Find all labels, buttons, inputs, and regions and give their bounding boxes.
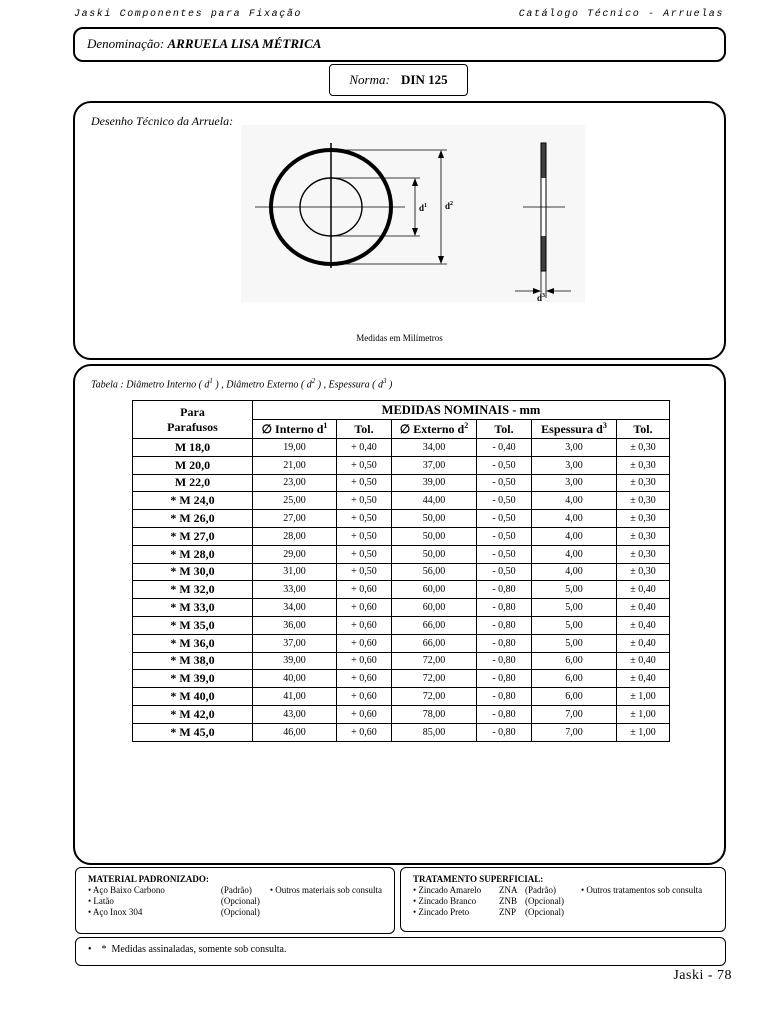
table-cell: 85,00: [392, 723, 477, 741]
table-row: [133, 634, 670, 652]
table-cell: + 0,50: [337, 456, 392, 474]
table-cell: 72,00: [392, 688, 477, 706]
table-cell: ± 1,00: [617, 723, 670, 741]
table-cell: 5,00: [532, 599, 617, 617]
table-cell: + 0,50: [337, 510, 392, 528]
table-cell: ± 1,00: [617, 688, 670, 706]
cell-parafuso: * M 45,0: [133, 723, 253, 741]
table-row: [133, 563, 670, 581]
table-cell: 39,00: [392, 474, 477, 492]
label-d3: $d^3$: [537, 293, 546, 303]
table-cell: 78,00: [392, 705, 477, 723]
table-cell: ± 0,40: [617, 634, 670, 652]
table-cell: + 0,50: [337, 474, 392, 492]
tratamento-box: [400, 867, 726, 932]
table-cell: 29,00: [253, 545, 337, 563]
tratamento-item: • Zincado Preto: [413, 907, 499, 918]
table-cell: 60,00: [392, 599, 477, 617]
label-d2: $d^2$: [445, 201, 454, 211]
header-tol-interno: Tol.: [337, 420, 392, 439]
side-hatch-top: [541, 143, 546, 178]
cell-parafuso: M 20,0: [133, 456, 253, 474]
table-cell: 46,00: [253, 723, 337, 741]
table-cell: ± 1,00: [617, 705, 670, 723]
cell-parafuso: * M 30,0: [133, 563, 253, 581]
table-cell: 66,00: [392, 634, 477, 652]
table-cell: + 0,40: [337, 439, 392, 457]
table-cell: 66,00: [392, 616, 477, 634]
tratamento-item: • Zincado Branco: [413, 896, 499, 907]
norma-label: Norma:: [349, 72, 390, 87]
header-externo: ∅ Externo $d^2$: [392, 420, 477, 439]
material-box: [75, 867, 395, 934]
table-cell: ± 0,30: [617, 439, 670, 457]
nota-mark: *: [101, 944, 107, 955]
table-cell: 50,00: [392, 510, 477, 528]
tratamento-title: TRATAMENTO SUPERFICIAL:: [413, 874, 544, 884]
table-cell: 23,00: [253, 474, 337, 492]
table-cell: - 0,80: [477, 670, 532, 688]
tratamento-code: ZNB: [499, 896, 517, 906]
table-cell: ± 0,30: [617, 563, 670, 581]
table-cell: ± 0,40: [617, 616, 670, 634]
table-cell: 5,00: [532, 581, 617, 599]
material-other: • Outros materiais sob consulta: [270, 885, 382, 896]
table-cell: - 0,80: [477, 652, 532, 670]
table-row: [133, 456, 670, 474]
table-cell: 4,00: [532, 545, 617, 563]
table-row: [133, 492, 670, 510]
table-cell: 4,00: [532, 527, 617, 545]
table-row: [133, 688, 670, 706]
table-row: [133, 474, 670, 492]
table-cell: 41,00: [253, 688, 337, 706]
table-cell: + 0,60: [337, 652, 392, 670]
table-cell: 50,00: [392, 545, 477, 563]
table-cell: 6,00: [532, 652, 617, 670]
table-cell: 28,00: [253, 527, 337, 545]
table-row: [133, 545, 670, 563]
table-cell: + 0,60: [337, 581, 392, 599]
table-cell: ± 0,40: [617, 652, 670, 670]
nota-bullet: •: [88, 944, 102, 955]
table-cell: 72,00: [392, 670, 477, 688]
material-note: (Padrão): [220, 885, 252, 895]
table-cell: - 0,50: [477, 527, 532, 545]
table-cell: ± 0,30: [617, 510, 670, 528]
table-cell: - 0,80: [477, 616, 532, 634]
table-cell: ± 0,40: [617, 670, 670, 688]
table-cell: 4,00: [532, 563, 617, 581]
table-cell: 3,00: [532, 439, 617, 457]
header-espessura: Espessura $d^3$: [532, 420, 617, 439]
cell-parafuso: * M 26,0: [133, 510, 253, 528]
label-d1: $d^1$: [419, 203, 428, 213]
denominacao-box: [73, 27, 726, 62]
table-cell: 5,00: [532, 616, 617, 634]
cell-parafuso: * M 36,0: [133, 634, 253, 652]
cell-parafuso: * M 35,0: [133, 616, 253, 634]
table-cell: 50,00: [392, 527, 477, 545]
tratamento-note: (Opcional): [525, 907, 564, 917]
table-cell: - 0,80: [477, 599, 532, 617]
table-cell: - 0,50: [477, 510, 532, 528]
table-cell: 36,00: [253, 616, 337, 634]
table-cell: 34,00: [253, 599, 337, 617]
tratamento-note: (Opcional): [525, 896, 564, 906]
cell-parafuso: M 18,0: [133, 439, 253, 457]
table-cell: 44,00: [392, 492, 477, 510]
table-cell: 39,00: [253, 652, 337, 670]
denominacao-label: Denominação:: [87, 36, 165, 51]
table-cell: - 0,50: [477, 456, 532, 474]
table-cell: - 0,50: [477, 492, 532, 510]
material-item: • Latão: [88, 896, 221, 907]
table-cell: + 0,50: [337, 563, 392, 581]
nota-box: [75, 937, 726, 966]
table-caption: Tabela : Diâmetro Interno ( $d^1$ ) , Diâmetro Externo ( $d^2$ ) , Espessura ( $d^3$ ): [91, 377, 393, 391]
table-cell: 4,00: [532, 492, 617, 510]
tratamento-note: (Padrão): [525, 885, 556, 895]
table-row: [133, 652, 670, 670]
table-cell: 33,00: [253, 581, 337, 599]
table-cell: - 0,50: [477, 563, 532, 581]
table-cell: 56,00: [392, 563, 477, 581]
table-cell: 27,00: [253, 510, 337, 528]
table-cell: 3,00: [532, 474, 617, 492]
tratamento-code: ZNP: [499, 907, 517, 917]
cell-parafuso: * M 27,0: [133, 527, 253, 545]
table-row: [133, 616, 670, 634]
cell-parafuso: M 22,0: [133, 474, 253, 492]
table-row: [133, 581, 670, 599]
material-title: MATERIAL PADRONIZADO:: [88, 874, 209, 884]
norma-value: DIN 125: [401, 72, 448, 87]
header-left: Jaski Componentes para Fixação: [74, 9, 303, 20]
table-cell: + 0,50: [337, 527, 392, 545]
table-cell: 4,00: [532, 510, 617, 528]
table-cell: 37,00: [392, 456, 477, 474]
table-cell: + 0,60: [337, 634, 392, 652]
cell-parafuso: * M 32,0: [133, 581, 253, 599]
table-cell: - 0,80: [477, 688, 532, 706]
drawing-caption: Medidas em Milímetros: [356, 333, 443, 343]
table-cell: 34,00: [392, 439, 477, 457]
table-cell: + 0,60: [337, 705, 392, 723]
table-cell: + 0,60: [337, 616, 392, 634]
tratamento-code: ZNA: [499, 885, 518, 895]
norma-box: [329, 64, 468, 96]
denominacao-value: ARRUELA LISA MÉTRICA: [167, 36, 322, 51]
tratamento-other: • Outros tratamentos sob consulta: [581, 885, 702, 896]
table-cell: 37,00: [253, 634, 337, 652]
table-cell: 21,00: [253, 456, 337, 474]
table-cell: + 0,60: [337, 688, 392, 706]
table-cell: + 0,50: [337, 545, 392, 563]
tratamento-item: • Zincado Amarelo: [413, 885, 499, 896]
table-cell: - 0,80: [477, 723, 532, 741]
header-tol-espessura: Tol.: [617, 420, 670, 439]
cell-parafuso: * M 39,0: [133, 670, 253, 688]
cell-parafuso: * M 38,0: [133, 652, 253, 670]
header-para-parafusos: Para Parafusos: [133, 401, 253, 439]
table-cell: 60,00: [392, 581, 477, 599]
table-row: [133, 439, 670, 457]
table-row: [133, 705, 670, 723]
material-note: (Opcional): [220, 896, 260, 906]
table-cell: ± 0,30: [617, 456, 670, 474]
table-cell: 40,00: [253, 670, 337, 688]
table-cell: 6,00: [532, 688, 617, 706]
table-body: [133, 439, 670, 742]
drawing-title: Desenho Técnico da Arruela:: [91, 114, 234, 128]
cell-parafuso: * M 28,0: [133, 545, 253, 563]
table-cell: - 0,80: [477, 581, 532, 599]
nota-text: Medidas assinaladas, somente sob consulta.: [111, 944, 287, 955]
table-cell: + 0,60: [337, 670, 392, 688]
table-row: [133, 723, 670, 741]
page-footer: Jaski - 78: [673, 968, 732, 983]
table-cell: 6,00: [532, 670, 617, 688]
table-box: [73, 364, 726, 865]
table-cell: 19,00: [253, 439, 337, 457]
table-cell: + 0,60: [337, 599, 392, 617]
table-cell: ± 0,30: [617, 474, 670, 492]
table-cell: ± 0,40: [617, 581, 670, 599]
cell-parafuso: * M 33,0: [133, 599, 253, 617]
table-cell: 3,00: [532, 456, 617, 474]
table-cell: + 0,60: [337, 723, 392, 741]
side-hatch-bottom: [541, 236, 546, 271]
header-right: Catálogo Técnico - Arruelas: [518, 9, 724, 20]
table-cell: - 0,40: [477, 439, 532, 457]
table-cell: - 0,50: [477, 474, 532, 492]
table-cell: ± 0,30: [617, 492, 670, 510]
cell-parafuso: * M 42,0: [133, 705, 253, 723]
dimensions-table: [132, 400, 670, 742]
table-cell: - 0,80: [477, 634, 532, 652]
header-interno: ∅ Interno $d^1$: [253, 420, 337, 439]
header-tol-externo: Tol.: [477, 420, 532, 439]
table-cell: - 0,50: [477, 545, 532, 563]
washer-drawing: [75, 103, 724, 358]
cell-parafuso: * M 24,0: [133, 492, 253, 510]
table-row: [133, 670, 670, 688]
table-cell: - 0,80: [477, 705, 532, 723]
header-medidas-nominais: MEDIDAS NOMINAIS - mm: [253, 401, 670, 420]
drawing-background: [241, 125, 585, 302]
table-row: [133, 527, 670, 545]
table-cell: ± 0,30: [617, 545, 670, 563]
table-row: [133, 599, 670, 617]
table-cell: 7,00: [532, 705, 617, 723]
table-cell: + 0,50: [337, 492, 392, 510]
table-cell: 5,00: [532, 634, 617, 652]
table-cell: 25,00: [253, 492, 337, 510]
cell-parafuso: * M 40,0: [133, 688, 253, 706]
material-item: • Aço Inox 304: [88, 907, 221, 918]
material-note: (Opcional): [220, 907, 260, 917]
material-item: • Aço Baixo Carbono: [88, 885, 221, 896]
table-cell: 72,00: [392, 652, 477, 670]
drawing-box: [73, 101, 726, 360]
table-cell: 31,00: [253, 563, 337, 581]
table-cell: ± 0,30: [617, 527, 670, 545]
table-cell: 7,00: [532, 723, 617, 741]
table-row: [133, 510, 670, 528]
table-cell: 43,00: [253, 705, 337, 723]
table-cell: ± 0,40: [617, 599, 670, 617]
